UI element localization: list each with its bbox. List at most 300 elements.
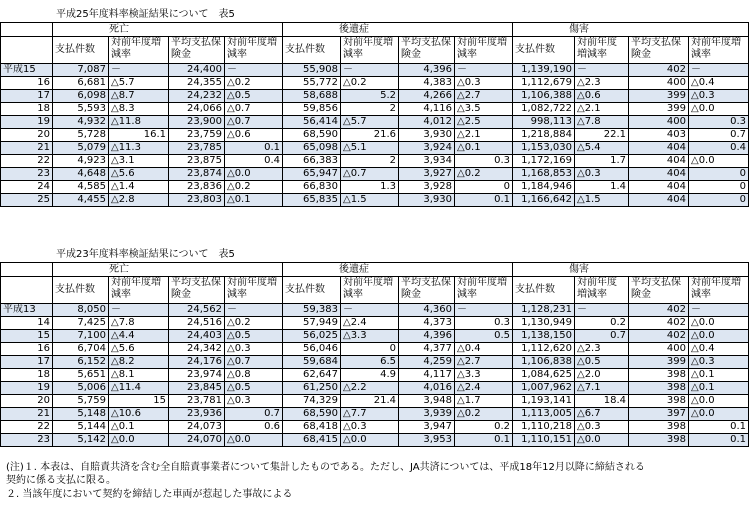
value-cell: 24,400 bbox=[169, 64, 225, 77]
value-cell: △0.5 bbox=[225, 330, 283, 343]
table-row bbox=[1, 434, 749, 447]
results-table-h23 bbox=[0, 262, 749, 447]
value-cell: △2.1 bbox=[575, 103, 629, 116]
value-cell: 23,836 bbox=[169, 181, 225, 194]
value-cell: 0.3 bbox=[689, 116, 749, 129]
table-row bbox=[1, 317, 749, 330]
value-cell: 398 bbox=[629, 382, 689, 395]
value-cell: △2.2 bbox=[341, 382, 399, 395]
value-cell: △0.3 bbox=[225, 343, 283, 356]
value-cell: △0.3 bbox=[689, 356, 749, 369]
value-cell: 0.1 bbox=[689, 434, 749, 447]
value-cell: △2.3 bbox=[575, 343, 629, 356]
table-caption: 平成25年度料率検証結果について 表5 bbox=[56, 9, 235, 20]
year-cell: 15 bbox=[1, 330, 53, 343]
table-row bbox=[1, 129, 749, 142]
value-cell: △3.1 bbox=[109, 155, 169, 168]
value-cell: △0.2 bbox=[225, 317, 283, 330]
value-cell: △8.2 bbox=[109, 356, 169, 369]
value-cell: 1,218,884 bbox=[513, 129, 575, 142]
value-cell: 74,329 bbox=[283, 395, 341, 408]
table-row bbox=[1, 103, 749, 116]
year-cell: 18 bbox=[1, 103, 53, 116]
value-cell: 56,046 bbox=[283, 343, 341, 356]
table-row bbox=[1, 90, 749, 103]
value-cell: 23,875 bbox=[169, 155, 225, 168]
value-cell: 1,113,005 bbox=[513, 408, 575, 421]
value-cell: 399 bbox=[629, 90, 689, 103]
value-cell: 404 bbox=[629, 181, 689, 194]
value-cell: 4,259 bbox=[399, 356, 455, 369]
column-header: 支払件数 bbox=[283, 277, 341, 304]
column-header: 対前年度増減率 bbox=[109, 277, 169, 304]
value-cell: 6,681 bbox=[53, 77, 109, 90]
value-cell: 4,396 bbox=[399, 330, 455, 343]
year-cell: 21 bbox=[1, 408, 53, 421]
value-cell: 68,418 bbox=[283, 421, 341, 434]
year-cell: 16 bbox=[1, 77, 53, 90]
value-cell: 59,684 bbox=[283, 356, 341, 369]
value-cell: 4,923 bbox=[53, 155, 109, 168]
value-cell: 3,934 bbox=[399, 155, 455, 168]
column-header: 平均支払保険金 bbox=[629, 277, 689, 304]
value-cell: △8.1 bbox=[109, 369, 169, 382]
column-header: 平均支払保険金 bbox=[399, 37, 455, 64]
year-cell: 22 bbox=[1, 421, 53, 434]
value-cell: 402 bbox=[629, 304, 689, 317]
value-cell: 1,138,150 bbox=[513, 330, 575, 343]
value-cell: △1.7 bbox=[455, 395, 513, 408]
value-cell: 23,785 bbox=[169, 142, 225, 155]
value-cell: 4,116 bbox=[399, 103, 455, 116]
table-row bbox=[1, 395, 749, 408]
value-cell: △0.6 bbox=[575, 90, 629, 103]
value-cell: 23,845 bbox=[169, 382, 225, 395]
value-cell: 6.5 bbox=[341, 356, 399, 369]
value-cell: 4,585 bbox=[53, 181, 109, 194]
column-header: 支払件数 bbox=[513, 37, 575, 64]
column-header: 平均支払保険金 bbox=[399, 277, 455, 304]
value-cell: △0.2 bbox=[225, 181, 283, 194]
value-cell: △0.4 bbox=[455, 343, 513, 356]
value-cell: 1.3 bbox=[341, 181, 399, 194]
value-cell: 1,007,962 bbox=[513, 382, 575, 395]
table-row bbox=[1, 168, 749, 181]
year-cell: 18 bbox=[1, 369, 53, 382]
column-header: 平均支払保険金 bbox=[169, 277, 225, 304]
header-corner bbox=[1, 23, 53, 37]
value-cell: △0.5 bbox=[575, 356, 629, 369]
value-cell: 4,012 bbox=[399, 116, 455, 129]
value-cell: 23,759 bbox=[169, 129, 225, 142]
value-cell: △5.6 bbox=[109, 343, 169, 356]
value-cell: 21.6 bbox=[341, 129, 399, 142]
value-cell: △0.7 bbox=[225, 116, 283, 129]
value-cell: 16.1 bbox=[109, 129, 169, 142]
value-cell: △0.4 bbox=[689, 77, 749, 90]
value-cell: △2.7 bbox=[455, 90, 513, 103]
table-row bbox=[1, 64, 749, 77]
year-cell: 21 bbox=[1, 142, 53, 155]
value-cell: 65,098 bbox=[283, 142, 341, 155]
value-cell: 404 bbox=[629, 168, 689, 181]
value-cell: 61,250 bbox=[283, 382, 341, 395]
value-cell: △0.5 bbox=[225, 90, 283, 103]
value-cell: △0.3 bbox=[341, 421, 399, 434]
value-cell: △0.7 bbox=[225, 103, 283, 116]
value-cell: － bbox=[341, 64, 399, 77]
table-caption: 平成23年度料率検証結果について 表5 bbox=[56, 249, 235, 260]
value-cell: △0.1 bbox=[455, 142, 513, 155]
value-cell: △3.3 bbox=[455, 369, 513, 382]
value-cell: 1.7 bbox=[575, 155, 629, 168]
value-cell: 23,874 bbox=[169, 168, 225, 181]
value-cell: 5,144 bbox=[53, 421, 109, 434]
value-cell: 0.1 bbox=[225, 142, 283, 155]
value-cell: 59,383 bbox=[283, 304, 341, 317]
column-header: 対前年度増減率 bbox=[455, 277, 513, 304]
value-cell: 1,184,946 bbox=[513, 181, 575, 194]
value-cell: － bbox=[455, 64, 513, 77]
value-cell: △3.3 bbox=[341, 330, 399, 343]
value-cell: △0.0 bbox=[225, 168, 283, 181]
value-cell: △2.0 bbox=[575, 369, 629, 382]
value-cell: 62,647 bbox=[283, 369, 341, 382]
value-cell: 4,396 bbox=[399, 64, 455, 77]
value-cell: △0.0 bbox=[689, 155, 749, 168]
value-cell: 18.4 bbox=[575, 395, 629, 408]
value-cell: 3,924 bbox=[399, 142, 455, 155]
value-cell: 0.2 bbox=[575, 317, 629, 330]
table-block-h25 bbox=[0, 0, 756, 250]
value-cell: △5.1 bbox=[341, 142, 399, 155]
value-cell: △5.4 bbox=[575, 142, 629, 155]
value-cell: △0.1 bbox=[689, 382, 749, 395]
group-header: 傷害 bbox=[513, 23, 749, 37]
column-header: 対前年度増減率 bbox=[109, 37, 169, 64]
value-cell: － bbox=[575, 64, 629, 77]
value-cell: 397 bbox=[629, 408, 689, 421]
column-header: 平均支払保険金 bbox=[629, 37, 689, 64]
year-cell: 22 bbox=[1, 155, 53, 168]
value-cell: △0.3 bbox=[575, 168, 629, 181]
table-row bbox=[1, 343, 749, 356]
header-corner bbox=[1, 263, 53, 277]
header-corner bbox=[1, 37, 53, 64]
value-cell: 402 bbox=[629, 317, 689, 330]
value-cell: 4,373 bbox=[399, 317, 455, 330]
value-cell: 0 bbox=[689, 168, 749, 181]
value-cell: △0.0 bbox=[689, 408, 749, 421]
value-cell: △0.7 bbox=[225, 356, 283, 369]
note-line-1: (注)１. 本表は、自賠責共済を含む全自賠責事業者について集計したものである。ただし、JA共済については、平成18年12月以降に締結される bbox=[6, 462, 645, 473]
value-cell: 0.1 bbox=[455, 434, 513, 447]
value-cell: 398 bbox=[629, 369, 689, 382]
results-table-h25 bbox=[0, 22, 749, 207]
value-cell: △1.5 bbox=[575, 194, 629, 207]
value-cell: 0 bbox=[689, 194, 749, 207]
value-cell: 5,651 bbox=[53, 369, 109, 382]
value-cell: △0.0 bbox=[689, 395, 749, 408]
value-cell: 1,112,620 bbox=[513, 343, 575, 356]
value-cell: 23,974 bbox=[169, 369, 225, 382]
value-cell: 1,128,231 bbox=[513, 304, 575, 317]
value-cell: 0 bbox=[341, 343, 399, 356]
value-cell: 998,113 bbox=[513, 116, 575, 129]
value-cell: 0 bbox=[455, 181, 513, 194]
value-cell: 1,106,388 bbox=[513, 90, 575, 103]
value-cell: △7.8 bbox=[575, 116, 629, 129]
table-row bbox=[1, 155, 749, 168]
value-cell: 3,947 bbox=[399, 421, 455, 434]
year-cell: 16 bbox=[1, 343, 53, 356]
value-cell: 4,455 bbox=[53, 194, 109, 207]
value-cell: 65,947 bbox=[283, 168, 341, 181]
value-cell: 0.2 bbox=[455, 421, 513, 434]
value-cell: 1,084,625 bbox=[513, 369, 575, 382]
value-cell: △0.4 bbox=[689, 343, 749, 356]
year-cell: 平成13 bbox=[1, 304, 53, 317]
value-cell: 1,130,949 bbox=[513, 317, 575, 330]
value-cell: 400 bbox=[629, 116, 689, 129]
group-header: 死亡 bbox=[53, 23, 283, 37]
value-cell: 0.6 bbox=[225, 421, 283, 434]
value-cell: △0.8 bbox=[225, 369, 283, 382]
value-cell: － bbox=[109, 64, 169, 77]
value-cell: 4,266 bbox=[399, 90, 455, 103]
value-cell: 58,688 bbox=[283, 90, 341, 103]
year-cell: 平成15 bbox=[1, 64, 53, 77]
value-cell: △7.8 bbox=[109, 317, 169, 330]
value-cell: 24,232 bbox=[169, 90, 225, 103]
value-cell: 4,383 bbox=[399, 77, 455, 90]
value-cell: 5,142 bbox=[53, 434, 109, 447]
column-header: 支払件数 bbox=[513, 277, 575, 304]
value-cell: 4,016 bbox=[399, 382, 455, 395]
value-cell: △5.7 bbox=[341, 116, 399, 129]
value-cell: 400 bbox=[629, 77, 689, 90]
value-cell: － bbox=[341, 304, 399, 317]
year-cell: 14 bbox=[1, 317, 53, 330]
value-cell: 400 bbox=[629, 343, 689, 356]
value-cell: 402 bbox=[629, 330, 689, 343]
year-cell: 17 bbox=[1, 90, 53, 103]
value-cell: △0.3 bbox=[689, 90, 749, 103]
value-cell: － bbox=[455, 304, 513, 317]
column-header: 対前年度増減率 bbox=[341, 277, 399, 304]
table-row bbox=[1, 116, 749, 129]
table-row bbox=[1, 142, 749, 155]
value-cell: △0.2 bbox=[455, 168, 513, 181]
value-cell: 5,728 bbox=[53, 129, 109, 142]
value-cell: 0.4 bbox=[689, 142, 749, 155]
value-cell: △11.3 bbox=[109, 142, 169, 155]
column-header: 平均支払保険金 bbox=[169, 37, 225, 64]
value-cell: △0.3 bbox=[455, 77, 513, 90]
value-cell: △0.1 bbox=[225, 194, 283, 207]
value-cell: △0.0 bbox=[341, 434, 399, 447]
value-cell: 66,383 bbox=[283, 155, 341, 168]
value-cell: 3,927 bbox=[399, 168, 455, 181]
value-cell: △8.7 bbox=[109, 90, 169, 103]
value-cell: － bbox=[225, 64, 283, 77]
value-cell: 24,355 bbox=[169, 77, 225, 90]
value-cell: 24,066 bbox=[169, 103, 225, 116]
value-cell: 6,098 bbox=[53, 90, 109, 103]
note-line-3: ２. 当該年度において契約を締結した車両が惹起した事故による bbox=[6, 489, 293, 500]
table-row bbox=[1, 356, 749, 369]
value-cell: △1.4 bbox=[109, 181, 169, 194]
year-cell: 19 bbox=[1, 116, 53, 129]
value-cell: 1,166,642 bbox=[513, 194, 575, 207]
value-cell: △0.0 bbox=[225, 434, 283, 447]
value-cell: △0.2 bbox=[341, 77, 399, 90]
value-cell: 24,176 bbox=[169, 356, 225, 369]
table-row bbox=[1, 369, 749, 382]
value-cell: 0 bbox=[689, 181, 749, 194]
note-line-2: 契約に係る支払に限る。 bbox=[6, 475, 116, 486]
value-cell: 5,079 bbox=[53, 142, 109, 155]
value-cell: △11.8 bbox=[109, 116, 169, 129]
value-cell: 404 bbox=[629, 142, 689, 155]
value-cell: △0.6 bbox=[225, 129, 283, 142]
value-cell: － bbox=[689, 64, 749, 77]
value-cell: － bbox=[575, 304, 629, 317]
year-cell: 24 bbox=[1, 181, 53, 194]
table-row bbox=[1, 421, 749, 434]
year-cell: 23 bbox=[1, 168, 53, 181]
value-cell: △6.7 bbox=[575, 408, 629, 421]
value-cell: 5.2 bbox=[341, 90, 399, 103]
year-cell: 25 bbox=[1, 194, 53, 207]
value-cell: 24,562 bbox=[169, 304, 225, 317]
value-cell: 0.7 bbox=[225, 408, 283, 421]
value-cell: 399 bbox=[629, 103, 689, 116]
value-cell: △2.4 bbox=[455, 382, 513, 395]
value-cell: 399 bbox=[629, 356, 689, 369]
value-cell: △4.4 bbox=[109, 330, 169, 343]
value-cell: 59,856 bbox=[283, 103, 341, 116]
value-cell: △5.6 bbox=[109, 168, 169, 181]
value-cell: 2 bbox=[341, 103, 399, 116]
value-cell: △2.5 bbox=[455, 116, 513, 129]
value-cell: 398 bbox=[629, 434, 689, 447]
value-cell: 403 bbox=[629, 129, 689, 142]
value-cell: 4,932 bbox=[53, 116, 109, 129]
value-cell: △0.1 bbox=[109, 421, 169, 434]
value-cell: 1,172,169 bbox=[513, 155, 575, 168]
value-cell: △2.4 bbox=[341, 317, 399, 330]
value-cell: △0.0 bbox=[109, 434, 169, 447]
value-cell: 23,900 bbox=[169, 116, 225, 129]
value-cell: 1,112,679 bbox=[513, 77, 575, 90]
value-cell: △0.0 bbox=[689, 317, 749, 330]
value-cell: △10.6 bbox=[109, 408, 169, 421]
value-cell: 1,153,030 bbox=[513, 142, 575, 155]
value-cell: 24,403 bbox=[169, 330, 225, 343]
value-cell: △0.7 bbox=[341, 168, 399, 181]
value-cell: 68,415 bbox=[283, 434, 341, 447]
value-cell: 23,936 bbox=[169, 408, 225, 421]
value-cell: 65,835 bbox=[283, 194, 341, 207]
value-cell: 0.1 bbox=[689, 421, 749, 434]
value-cell: 398 bbox=[629, 421, 689, 434]
year-cell: 20 bbox=[1, 395, 53, 408]
value-cell: 6,704 bbox=[53, 343, 109, 356]
value-cell: 68,590 bbox=[283, 408, 341, 421]
value-cell: 6,152 bbox=[53, 356, 109, 369]
group-header: 後遺症 bbox=[283, 23, 513, 37]
year-cell: 20 bbox=[1, 129, 53, 142]
value-cell: 5,148 bbox=[53, 408, 109, 421]
value-cell: 24,342 bbox=[169, 343, 225, 356]
value-cell: 68,590 bbox=[283, 129, 341, 142]
value-cell: 1.4 bbox=[575, 181, 629, 194]
value-cell: 1,168,853 bbox=[513, 168, 575, 181]
value-cell: 4,360 bbox=[399, 304, 455, 317]
year-cell: 19 bbox=[1, 382, 53, 395]
value-cell: △0.2 bbox=[455, 408, 513, 421]
table-row bbox=[1, 181, 749, 194]
value-cell: 0.7 bbox=[689, 129, 749, 142]
value-cell: － bbox=[109, 304, 169, 317]
value-cell: 8,050 bbox=[53, 304, 109, 317]
value-cell: 0.7 bbox=[575, 330, 629, 343]
value-cell: 7,100 bbox=[53, 330, 109, 343]
value-cell: － bbox=[225, 304, 283, 317]
value-cell: 55,908 bbox=[283, 64, 341, 77]
value-cell: 1,193,141 bbox=[513, 395, 575, 408]
value-cell: 0.3 bbox=[455, 317, 513, 330]
column-header: 対前年度増減率 bbox=[225, 277, 283, 304]
value-cell: 5,006 bbox=[53, 382, 109, 395]
value-cell: △2.1 bbox=[455, 129, 513, 142]
value-cell: △7.7 bbox=[341, 408, 399, 421]
value-cell: 23,803 bbox=[169, 194, 225, 207]
value-cell: △0.3 bbox=[575, 421, 629, 434]
value-cell: 24,073 bbox=[169, 421, 225, 434]
value-cell: 1,082,722 bbox=[513, 103, 575, 116]
value-cell: 3,930 bbox=[399, 129, 455, 142]
column-header: 支払件数 bbox=[53, 277, 109, 304]
table-row bbox=[1, 382, 749, 395]
value-cell: △11.4 bbox=[109, 382, 169, 395]
value-cell: 24,516 bbox=[169, 317, 225, 330]
column-header: 対前年度増減率 bbox=[575, 277, 629, 304]
value-cell: △8.3 bbox=[109, 103, 169, 116]
value-cell: △7.1 bbox=[575, 382, 629, 395]
value-cell: 4,377 bbox=[399, 343, 455, 356]
value-cell: 3,948 bbox=[399, 395, 455, 408]
value-cell: 21.4 bbox=[341, 395, 399, 408]
value-cell: 23,781 bbox=[169, 395, 225, 408]
value-cell: △0.0 bbox=[575, 434, 629, 447]
value-cell: △5.7 bbox=[109, 77, 169, 90]
column-header: 支払件数 bbox=[283, 37, 341, 64]
value-cell: 0.3 bbox=[455, 155, 513, 168]
column-header: 対前年度増減率 bbox=[689, 277, 749, 304]
value-cell: 404 bbox=[629, 155, 689, 168]
table-row bbox=[1, 330, 749, 343]
value-cell: 0.4 bbox=[225, 155, 283, 168]
value-cell: 56,025 bbox=[283, 330, 341, 343]
column-header: 支払件数 bbox=[53, 37, 109, 64]
value-cell: 1,139,190 bbox=[513, 64, 575, 77]
value-cell: 3,930 bbox=[399, 194, 455, 207]
value-cell: 3,928 bbox=[399, 181, 455, 194]
value-cell: △2.3 bbox=[575, 77, 629, 90]
value-cell: 5,593 bbox=[53, 103, 109, 116]
